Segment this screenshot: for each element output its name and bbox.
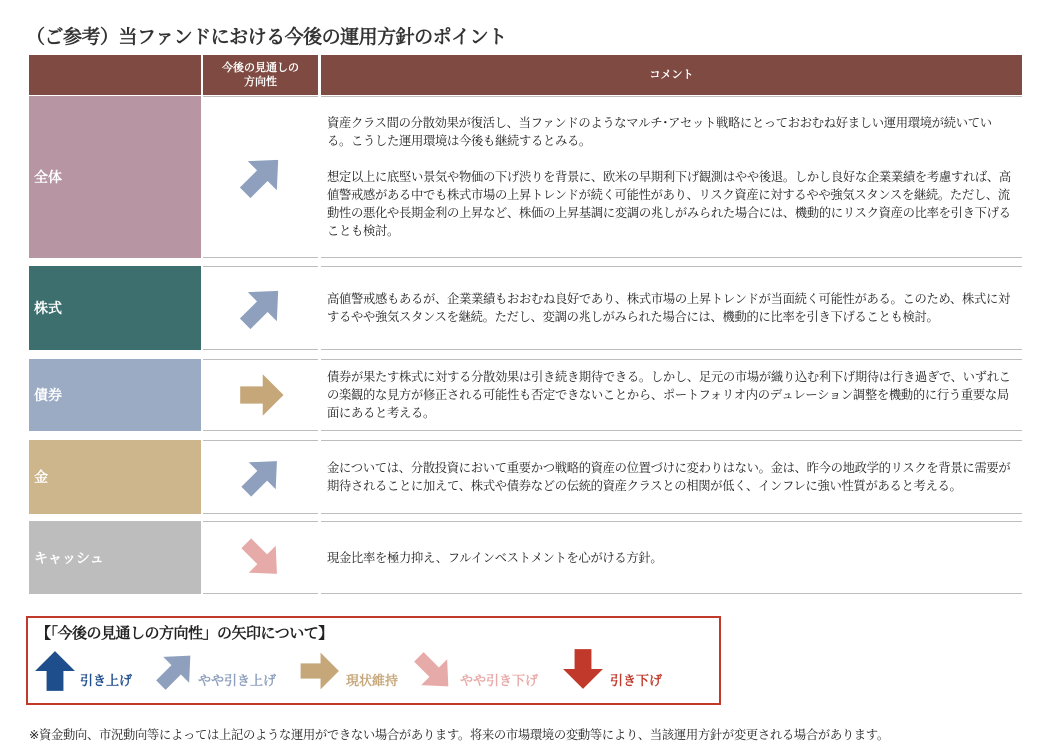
down-right-icon bbox=[408, 646, 458, 696]
category-label: 株式 bbox=[29, 266, 201, 350]
right-icon bbox=[235, 369, 287, 421]
footnote: ※資金動向、市況動向等によっては上記のような運用ができない場合があります。将来の市場環境の変動等により、当該運用方針が変更される場合があります。 bbox=[29, 728, 889, 742]
table-row bbox=[29, 440, 1022, 514]
comment-cell bbox=[321, 440, 1022, 514]
up-right-icon bbox=[233, 280, 289, 336]
right-icon bbox=[296, 648, 342, 694]
comment-cell bbox=[321, 96, 1022, 258]
category-label: 金 bbox=[29, 440, 201, 514]
category-label: 債券 bbox=[29, 359, 201, 431]
down-icon bbox=[560, 646, 606, 692]
comment-paragraph: 現金比率を極力抑え、フルインベストメントを心がける方針。 bbox=[327, 550, 663, 565]
header-direction-line2: 方向性 bbox=[244, 75, 277, 88]
header-direction bbox=[203, 55, 318, 95]
header-comment: コメント bbox=[321, 55, 1022, 95]
legend-item bbox=[408, 644, 568, 704]
comment-paragraph: 金については、分散投資において重要かつ戦略的資産の位置づけに変わりはない。金は、昨今の地政学的リスクを背景に需要が期待されることに加えて、株式や債券などの伝統的資産クラスとの相関が低く、インフレに強い性質があると考える。 bbox=[327, 461, 1011, 493]
table-row bbox=[29, 359, 1022, 431]
comment-paragraph: 想定以上に底堅い景気や物価の下げ渋りを背景に、欧米の早期利下げ観測はやや後退。しかし良好な企業業績を考慮すれば、高値警戒感がある中でも株式市場の上昇トレンドが続く可能性があり、リスク資産に対するやや強気スタンスを継続。ただし、流動性の悪化や長期金利の上昇など、株価の上昇基調に変調の兆しがみられた場合には、機動的にリスク資産の比率を引き下げることも検討。 bbox=[327, 170, 1011, 238]
header-category-cell bbox=[29, 55, 201, 95]
legend-item bbox=[560, 644, 700, 704]
header-direction-line1: 今後の見通しの bbox=[222, 61, 299, 74]
table-row bbox=[29, 266, 1022, 350]
up-right-icon bbox=[150, 646, 200, 696]
table-row bbox=[29, 521, 1022, 594]
direction-cell bbox=[203, 359, 318, 431]
page-title: （ご参考）当ファンドにおける今後の運用方針のポイント bbox=[26, 26, 507, 48]
comment-paragraph: 資産クラス間の分散効果が復活し、当ファンドのようなマルチ･アセット戦略にとっておおむね好ましい運用環境が続いている。こうした運用環境は今後も継続するとみる。 bbox=[327, 116, 992, 148]
comment-paragraph: 債券が果たす株式に対する分散効果は引き続き期待できる。しかし、足元の市場が織り込む利下げ期待は行き過ぎで、いずれこの楽観的な見方が修正される可能性も否定できないことから、ポートフォリオ内のデュレーション調整を機動的に行う重要な局面にあると考える。 bbox=[327, 370, 1011, 420]
comment-cell bbox=[321, 521, 1022, 594]
direction-cell bbox=[203, 266, 318, 350]
up-right-icon bbox=[233, 149, 289, 205]
legend-label: 引き下げ bbox=[610, 674, 663, 689]
up-right-icon bbox=[235, 451, 287, 503]
category-label: キャッシュ bbox=[29, 521, 201, 594]
legend-label: 引き上げ bbox=[80, 674, 133, 689]
up-icon bbox=[32, 648, 78, 694]
legend-title: 【「今後の見通しの方向性」の矢印について】 bbox=[36, 624, 333, 642]
comment-cell bbox=[321, 359, 1022, 431]
legend-label: やや引き下げ bbox=[460, 674, 539, 689]
direction-cell bbox=[203, 521, 318, 594]
legend-label: やや引き上げ bbox=[198, 674, 277, 689]
direction-cell bbox=[203, 96, 318, 258]
category-label: 全体 bbox=[29, 96, 201, 258]
direction-cell bbox=[203, 440, 318, 514]
legend-item bbox=[150, 644, 310, 704]
arrow-legend bbox=[26, 616, 721, 705]
legend-label: 現状維持 bbox=[346, 674, 399, 689]
comment-cell bbox=[321, 266, 1022, 350]
table-row bbox=[29, 96, 1022, 258]
down-right-icon bbox=[235, 532, 287, 584]
comment-paragraph: 高値警戒感もあるが、企業業績もおおむね良好であり、株式市場の上昇トレンドが当面続く可能性がある。このため、株式に対するやや強気スタンスを継続。ただし、変調の兆しがみられた場合には、機動的に比率を引き下げることも検討。 bbox=[327, 292, 1011, 324]
